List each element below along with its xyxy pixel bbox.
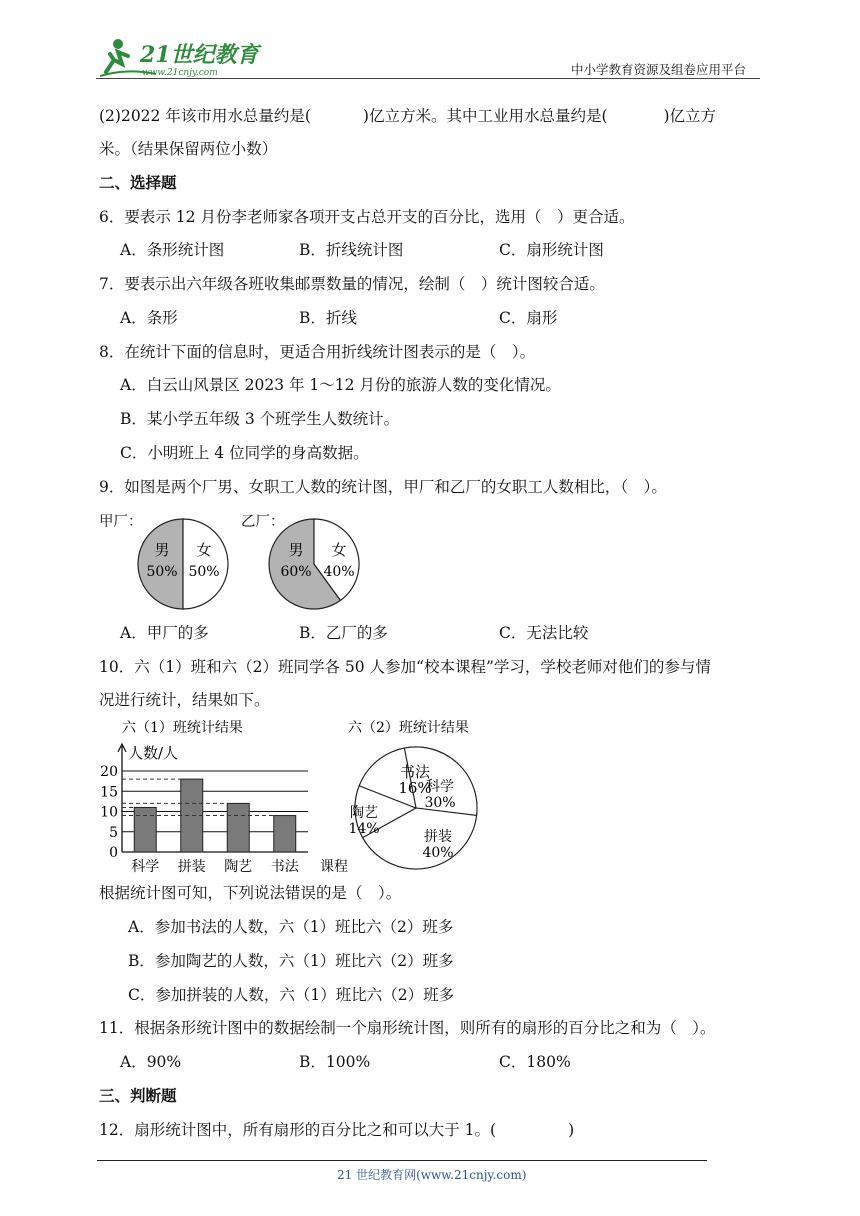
q8-option-b[interactable]: B．某小学五年级 3 个班学生人数统计。: [120, 410, 400, 428]
bar-y-tick-label: 0: [109, 845, 118, 861]
q10-option-b[interactable]: B．参加陶艺的人数，六（1）班比六（2）班多: [128, 952, 454, 970]
q8-stem: 8．在统计下面的信息时，更适合用折线统计图表示的是（ ）。: [99, 343, 536, 361]
bar-category-label: 拼装: [177, 859, 206, 875]
factory-a-label: 甲厂：: [99, 514, 143, 530]
bar-书法: [274, 816, 296, 852]
q7-stem: 7．要表示出六年级各班收集邮票数量的情况，绘制（ ）统计图较合适。: [99, 275, 605, 293]
q10-option-a[interactable]: A．参加书法的人数，六（1）班比六（2）班多: [128, 918, 454, 936]
logo-runner-icon: [96, 34, 266, 82]
logo-text: 21世纪教育: [140, 42, 259, 68]
factory-a-pie: [130, 518, 230, 612]
q10-option-c[interactable]: C．参加拼装的人数，六（1）班比六（2）班多: [128, 986, 455, 1004]
q7-option-b[interactable]: B．折线: [299, 309, 357, 327]
q11-option-b[interactable]: B．100%: [299, 1053, 371, 1071]
q9-option-a[interactable]: A．甲厂的多: [120, 624, 209, 642]
q10-stem-line1: 10．六（1）班和六（2）班同学各 50 人参加“校本课程”学习，学校老师对他们的参与情: [99, 658, 711, 676]
q6-stem: 6．要表示 12 月份李老师家各项开支占总开支的百分比，选用（ ）更合适。: [99, 208, 635, 226]
q8-option-c[interactable]: C．小明班上 4 位同学的身高数据。: [120, 444, 369, 462]
q7-option-c[interactable]: C．扇形: [499, 309, 558, 327]
q11-stem: 11．根据条形统计图中的数据绘制一个扇形统计图，则所有的扇形的百分比之和为（ ）。: [99, 1019, 716, 1037]
q11-option-a[interactable]: A．90%: [120, 1053, 182, 1071]
pie-slice-value: 16%: [398, 779, 432, 797]
factory-b-pie: [266, 518, 366, 612]
factory-b-male-pct: 60%: [280, 564, 312, 580]
pie-slice-label: 陶艺: [350, 805, 378, 821]
pie-chart-title: 六（2）班统计结果: [348, 720, 469, 736]
q12-stem: 12．扇形统计图中，所有扇形的百分比之和可以大于 1。( ): [99, 1121, 575, 1139]
bar-y-tick-label: 15: [100, 784, 118, 801]
bar-y-tick-label: 10: [100, 804, 118, 821]
bar-y-tick-label: 5: [109, 824, 118, 841]
bar-category-label: 科学: [131, 859, 160, 875]
factory-a-male-pct: 50%: [146, 564, 178, 580]
q9-option-b[interactable]: B．乙厂的多: [299, 624, 388, 642]
bar-category-label: 陶艺: [224, 859, 253, 875]
factory-b-female-pct: 40%: [323, 564, 355, 580]
q7-option-a[interactable]: A．条形: [120, 309, 178, 327]
logo-sub: www.21cnjy.com: [142, 68, 218, 78]
pie-slice-label: 科学: [426, 779, 454, 795]
bar-category-label: 书法: [270, 859, 299, 875]
factory-b-male-label: 男: [288, 541, 304, 559]
pie-slice-value: 40%: [422, 845, 454, 861]
footer-link[interactable]: 21 世纪教育网(www.21cnjy.com): [337, 1168, 527, 1182]
bar-科学: [134, 807, 156, 852]
class1-bar-chart: [98, 714, 358, 880]
pie-slice-label: 拼装: [424, 829, 452, 845]
bar-chart-title: 六（1）班统计结果: [122, 720, 243, 736]
bar-chart-xlabel: 课程: [320, 859, 348, 875]
q10-stem-line2: 况进行统计，结果如下。: [99, 691, 270, 709]
pie-slice-value: 14%: [348, 821, 380, 837]
class2-pie-chart: [340, 714, 500, 874]
q11-option-c[interactable]: C．180%: [499, 1053, 571, 1071]
factory-b-label: 乙厂：: [241, 514, 285, 530]
platform-label: 中小学教育资源及组卷应用平台: [571, 62, 747, 77]
q6-option-a[interactable]: A．条形统计图: [120, 241, 225, 259]
footer-divider: [97, 1160, 707, 1161]
factory-a-female-label: 女: [196, 541, 212, 559]
site-logo[interactable]: [96, 34, 266, 82]
q6-option-b[interactable]: B．折线统计图: [299, 241, 404, 259]
q8-option-a[interactable]: A．白云山风景区 2023 年 1～12 月份的旅游人数的变化情况。: [120, 376, 561, 394]
q9-option-c[interactable]: C．无法比较: [499, 624, 589, 642]
factory-a-female-pct: 50%: [188, 564, 220, 580]
pie-slice-label: 书法: [399, 763, 431, 781]
pie-slice-value: 30%: [424, 795, 456, 811]
section-choice-title: 二、选择题: [99, 173, 177, 192]
bar-y-tick-label: 20: [100, 764, 118, 780]
bar-陶艺: [227, 803, 249, 852]
factory-a-male-label: 男: [154, 541, 170, 559]
q5-2-line1: (2)2022 年该市用水总量约是( )亿立方米。其中工业用水总量约是( )亿立方: [99, 107, 717, 125]
factory-b-female-label: 女: [331, 541, 347, 559]
q10-question: 根据统计图可知，下列说法错误的是（ ）。: [99, 884, 402, 902]
q6-option-c[interactable]: C．扇形统计图: [499, 241, 604, 259]
q9-stem: 9．如图是两个厂男、女职工人数的统计图，甲厂和乙厂的女职工人数相比，（ ）。: [99, 478, 667, 496]
q5-2-line2: 米。（结果保留两位小数）: [99, 140, 278, 158]
section-judge-title: 三、判断题: [99, 1086, 177, 1105]
bar-chart-ylabel: 人数/人: [128, 744, 179, 762]
header-divider: [96, 78, 760, 79]
